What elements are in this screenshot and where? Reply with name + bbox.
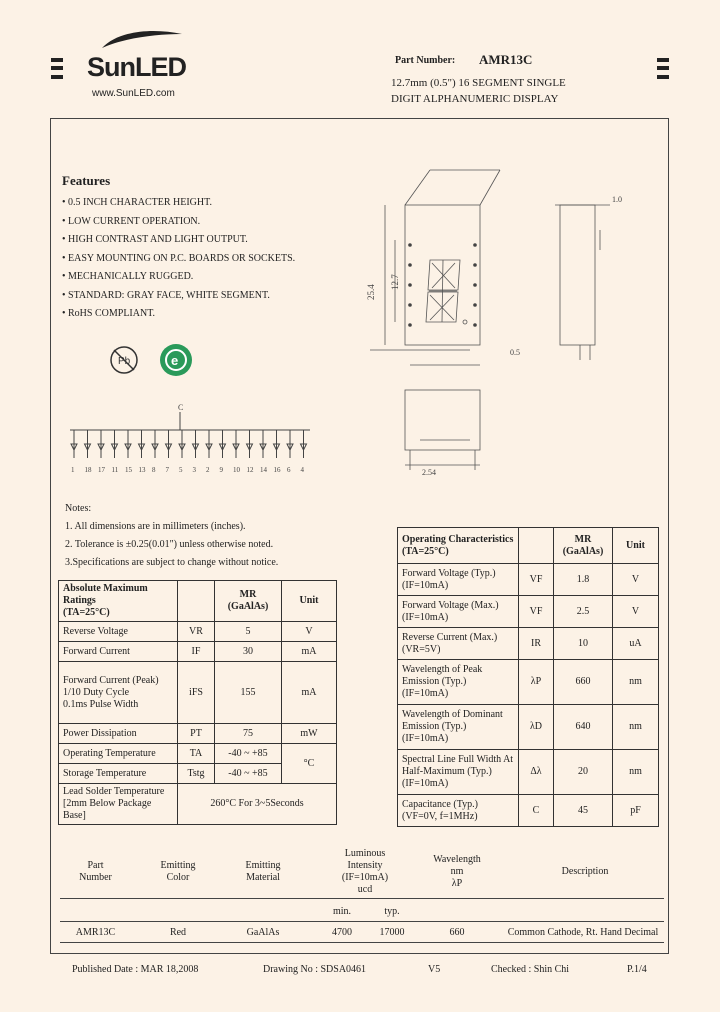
pin-number-label: 18	[84, 466, 92, 474]
internal-circuit-diagram	[60, 400, 320, 480]
product-header-min: min.	[332, 906, 352, 917]
dim-char-height-label: 12.7	[390, 274, 400, 290]
pin-number-label: 2	[206, 466, 210, 474]
features-list	[62, 194, 295, 324]
feature-item: • HIGH CONTRAST AND LIGHT OUTPUT.	[62, 234, 248, 245]
note-2: 2. Tolerance is ±0.25(0.01") unless otherwise noted.	[65, 539, 274, 550]
table-row: Forward Current (Peak) 1/10 Duty Cycle 0.1ms Pulse Width iFS 155 mA	[59, 662, 337, 724]
product-header-luminous: Luminous Intensity (IF=10mA) ucd	[341, 848, 389, 895]
feature-item: • LOW CURRENT OPERATION.	[62, 215, 201, 227]
feature-item: • MECHANICALLY RUGGED.	[62, 271, 194, 282]
pin-number-label: 10	[233, 466, 240, 474]
footer-checked: Checked : Shin Chi	[491, 964, 570, 975]
part-number-label: Part Number:	[395, 55, 456, 66]
pin-number-label: 17	[98, 466, 105, 474]
brand-name: SunLED	[87, 52, 186, 82]
footer-page: P.1/4	[627, 964, 647, 975]
corner-mark-left-1	[51, 58, 63, 62]
pin-number-label: 8	[152, 466, 156, 474]
table-row: Spectral Line Full Width At Half-Maximum (Typ.) (IF=10mA) Δλ 20 nm	[398, 750, 659, 795]
table-row: Wavelength of Dominant Emission (Typ.) (IF=10mA) λD 640 nm	[398, 705, 659, 750]
table-row: Capacitance (Typ.) (VF=0V, f=1MHz) C 45 pF	[398, 795, 659, 827]
brand-website: www.SunLED.com	[92, 88, 175, 99]
footer-published-date: Published Date : MAR 18,2008	[72, 964, 199, 975]
dim-depth-label: 1.0	[612, 195, 622, 204]
footer-drawing-number: Drawing No : SDSA0461	[263, 964, 367, 975]
pin-number-label: 5	[179, 466, 183, 474]
product-header-wavelength: Wavelength nm λP	[433, 854, 481, 889]
svg-text:Pb: Pb	[118, 356, 131, 367]
table-row: Lead Solder Temperature [2mm Below Package Base] 260°C For 3~5Seconds	[59, 784, 337, 825]
corner-mark-left-3	[51, 75, 63, 79]
dim-pitch-label: 2.54	[422, 468, 436, 477]
corner-mark-right-1	[657, 58, 669, 62]
pin-number-label: 16	[273, 466, 281, 474]
pin-number-label: 12	[246, 466, 254, 474]
pin-number-label: 1	[71, 466, 75, 474]
dim-lead-label: 0.5	[510, 348, 520, 357]
product-table-rule-3	[60, 942, 664, 943]
package-dimension-drawing	[350, 150, 660, 490]
pin-number-label: 3	[192, 466, 196, 474]
pin-number-label: 6	[287, 466, 291, 474]
pin-number-label: 15	[125, 466, 132, 474]
pin-number-label: 4	[300, 466, 304, 474]
brand-logo	[84, 26, 194, 100]
feature-item: • EASY MOUNTING ON P.C. BOARDS OR SOCKETS.	[62, 252, 296, 264]
feature-item: • STANDARD: GRAY FACE, WHITE SEGMENT.	[62, 289, 270, 301]
svg-text:e: e	[171, 353, 179, 368]
note-3: 3.Specifications are subject to change without notice.	[65, 557, 279, 568]
product-header-typ: typ.	[384, 906, 400, 917]
pin-number-label: 14	[260, 466, 267, 474]
product-table-rule-1	[60, 898, 664, 899]
operating-characteristics-table: Operating Characteristics (TA=25°C) MR (GaAlAs) Unit Forward Voltage (Typ.) (IF=10mA) VF 1.8 V Forward Voltage (Max.) (IF=10mA) VF 2.5 V Reverse Current (Max.) (VR=5V) IR 10 uA Wavelength of Peak Emission (Typ.) (IF=10mA) λP 660 nm Wavelength of Dominant Emission (Typ.) (IF=10mA) λD 640 nm Spectral Line Full Width At Half-Maximum (Typ.) (IF=10mA) Δλ 20 nm Capacitance (Typ.) (VF=0V, f=1MHz) C 45 pF	[397, 527, 659, 827]
table-row: Storage Temperature Tstg -40 ~ +85	[59, 764, 337, 784]
pin-number-label: 7	[165, 466, 169, 474]
feature-item: • RoHS COMPLIANT.	[62, 308, 156, 319]
table-row: Reverse Current (Max.) (VR=5V) IR 10 uA	[398, 628, 659, 660]
corner-mark-right-3	[657, 75, 669, 79]
pb-free-icon	[108, 343, 140, 377]
svg-text:C: C	[178, 403, 184, 412]
table-row: Power Dissipation PT 75 mW	[59, 724, 337, 744]
pin-number-label: 11	[111, 466, 119, 474]
part-number: AMR13C	[479, 52, 533, 67]
table-row: Operating Temperature TA -40 ~ +85 °C	[59, 744, 337, 764]
pin-number-label: 9	[219, 466, 223, 474]
footer-version: V5	[428, 964, 441, 975]
product-header-material: Emitting Material	[245, 860, 281, 883]
pin-number-label: 13	[138, 466, 146, 474]
product-header-part: Part Number	[79, 860, 112, 883]
product-table-rule-2	[60, 921, 664, 922]
rohs-compliant-icon	[158, 342, 194, 378]
product-header-color: Emitting Color	[160, 860, 196, 883]
corner-mark-right-2	[657, 66, 669, 70]
notes-title: Notes:	[65, 503, 92, 514]
table-row: Forward Current IF 30 mA	[59, 642, 337, 662]
corner-mark-left-2	[51, 66, 63, 70]
absolute-maximum-ratings-table: Absolute Maximum Ratings (TA=25°C) MR (GaAlAs) Unit Reverse Voltage VR 5 V Forward Current IF 30 mA Forward Current (Peak) 1/10 Duty Cycle 0.1ms Pulse Width iFS 155 mA Power Dissipation PT 75 mW Operating Temperature TA -40 ~ +85 °C Storage Temperature Tstg -40 ~ +85 Lead Solder Temperature [2mm Below Package Base] 260°C For 3~5Seconds	[58, 580, 337, 825]
table-row: Forward Voltage (Typ.) (IF=10mA) VF 1.8 V	[398, 564, 659, 596]
feature-item: • 0.5 INCH CHARACTER HEIGHT.	[62, 197, 212, 208]
table-row: Reverse Voltage VR 5 V	[59, 622, 337, 642]
note-1: 1. All dimensions are in millimeters (inches).	[65, 521, 246, 532]
table-row: Forward Voltage (Max.) (IF=10mA) VF 2.5 V	[398, 596, 659, 628]
features-title: Features	[62, 173, 111, 188]
table-row: Wavelength of Peak Emission (Typ.) (IF=10mA) λP 660 nm	[398, 660, 659, 705]
subtitle-line-2: DIGIT ALPHANUMERIC DISPLAY	[391, 93, 559, 105]
subtitle-line-1: 12.7mm (0.5") 16 SEGMENT SINGLE	[391, 77, 566, 89]
product-header-description: Description	[561, 866, 609, 877]
dim-height-label: 25.4	[366, 284, 376, 300]
